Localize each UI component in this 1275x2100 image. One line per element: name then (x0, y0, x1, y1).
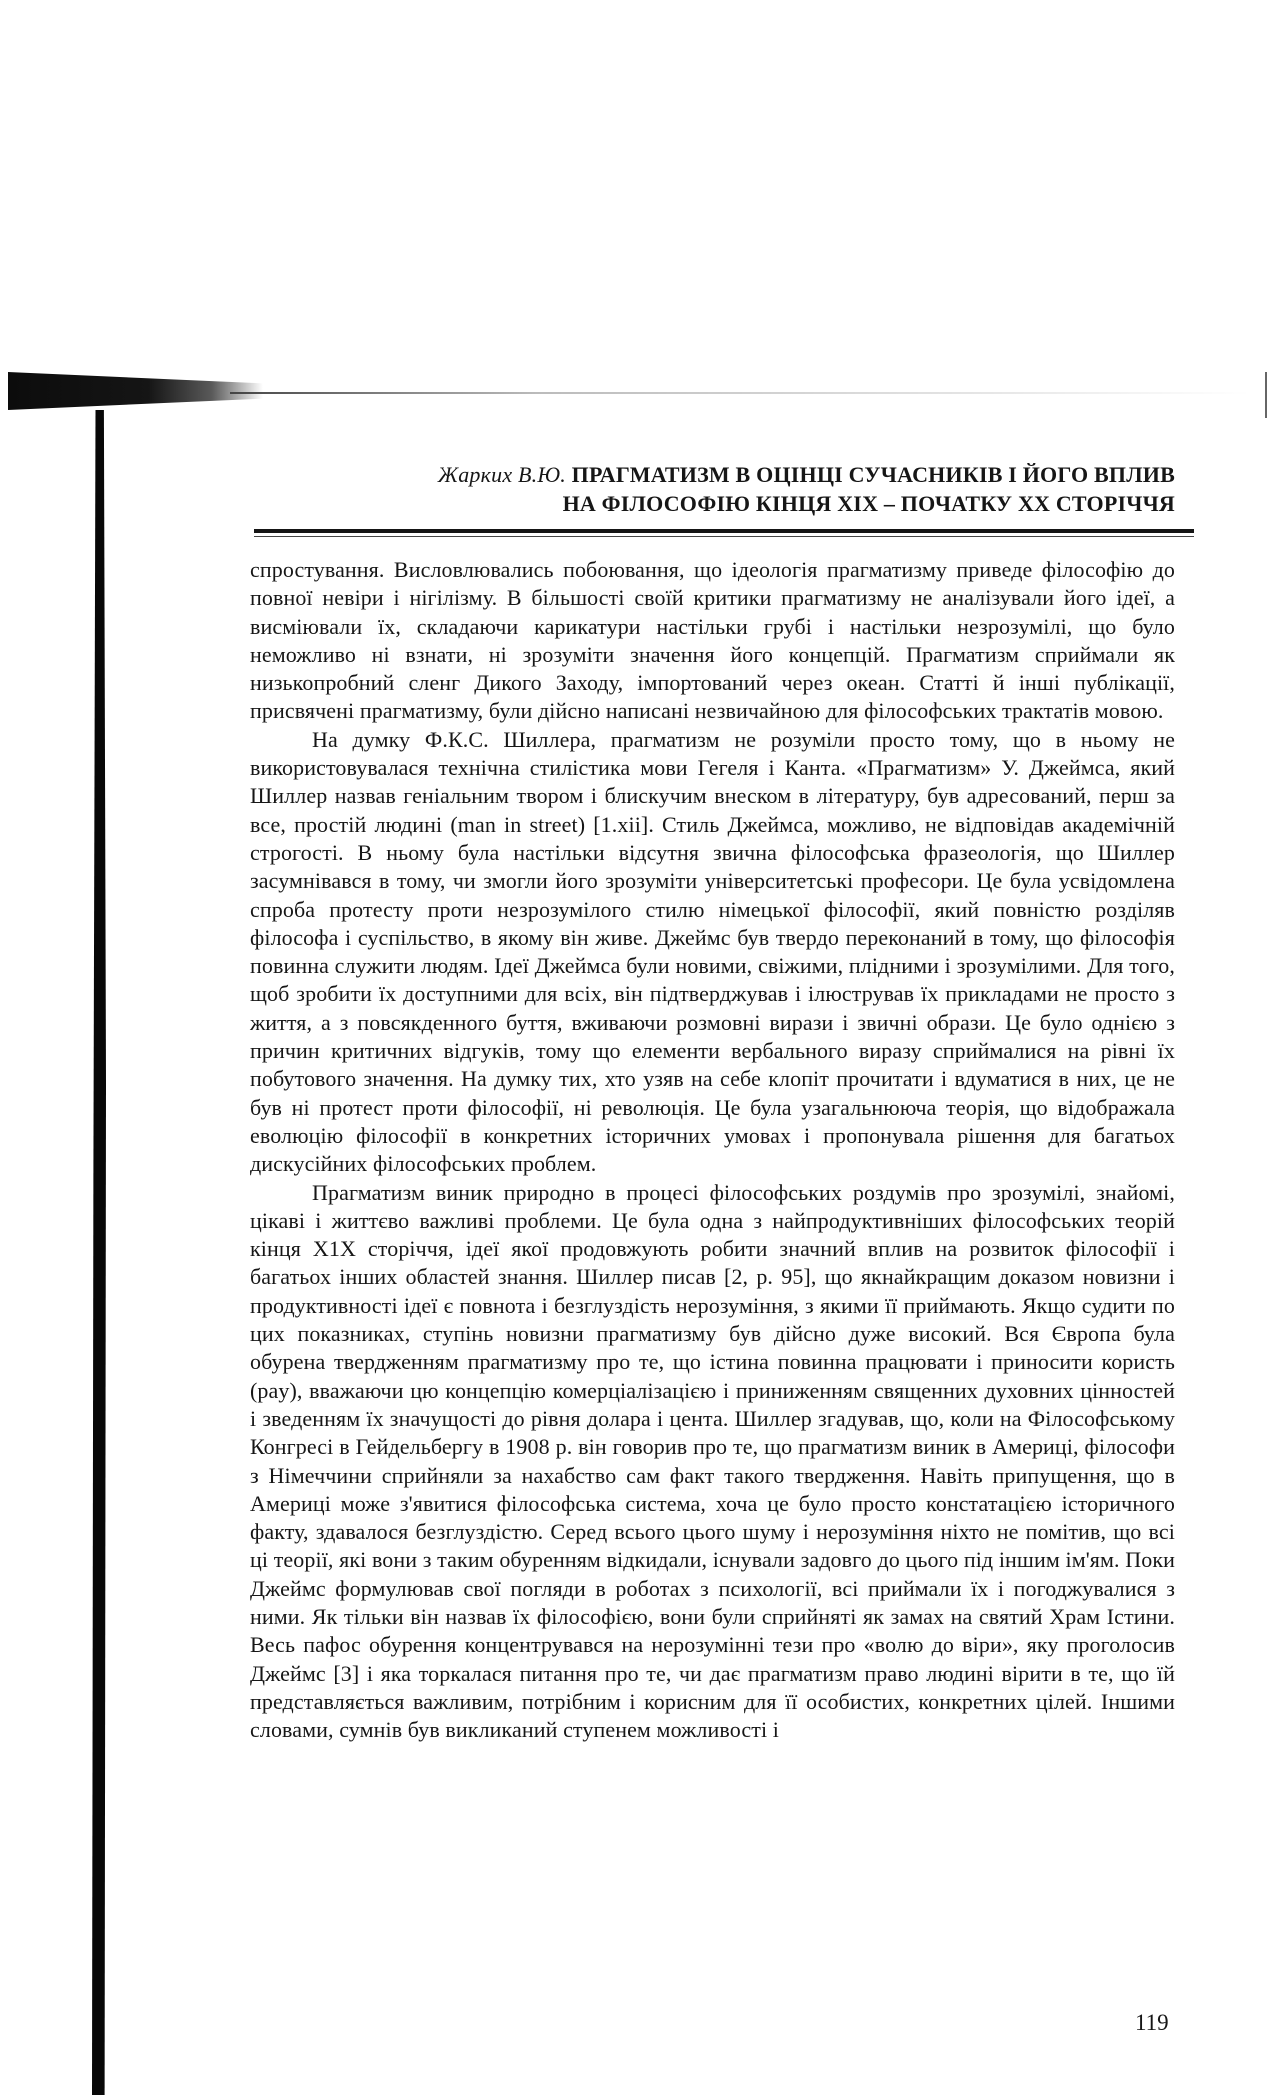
page-number: 119 (1135, 2010, 1169, 2035)
scan-edge-shadow (8, 372, 263, 410)
paragraph: спростування. Висловлювались побоювання, що ідеологія прагматизму приведе філософію до повної невіри і нігілізму. В більшості своїй критики прагматизму не аналізували його ідеї, а висміювали їх, складаючи карикатури настільки грубі і настільки незрозумілі, що було неможливо ні взнати, ні зрозуміти значення його концепцій. Прагматизм сприймали як низькопробний сленг Дикого Заходу, імпортований через океан. Статті й інші публікації, присвячені прагматизму, були дійсно написані незвичайною для філософських трактатів мовою. (250, 557, 1175, 724)
header-title-line1: ПРАГМАТИЗМ В ОЦІНЦІ СУЧАСНИКІВ І ЙОГО ВПЛИВ (571, 462, 1175, 487)
paragraph: Прагматизм виник природно в процесі філософських роздумів про зрозумілі, знайомі, цікаві і життєво важливі проблеми. Це була одна з найпродуктивніших філософських теорій кінця Х1Х сторіччя, ідеї якої продовжують робити значний вплив на розвиток філософії і багатьох інших областей знання. Шиллер писав [2, p. 95], що якнайкращим доказом новизни і продуктивності ідеї є повнота і безглуздість нерозуміння, з якими її приймають. Якщо судити по цих показниках, ступінь новизни прагматизму був дійсно дуже високий. Вся Європа була обурена твердженням прагматизму про те, що істина повинна працювати і приносити користь (pay), вважаючи цю концепцію комерціалізацією і приниженням священних духовних цінностей і зведенням їх значущості до рівня долара і цента. Шиллер згадував, що, коли на Філософському Конгресі в Гейдельбергу в 1908 р. він говорив про те, що прагматизм виник в Америці, філософи з Німеччини сприйняли за нахабство сам факт такого твердження. Навіть припущення, що в Америці може з'явитися філософська система, хоча це було просто констатацією історичного факту, здавалося безглуздістю. Серед всього цього шуму і нерозуміння ніхто не помітив, що всі ці теорії, які вони з таким обуренням відкидали, існували задовго до цього під іншим ім'ям. Поки Джеймс формулював свої погляди в роботах з психології, всі приймали їх і погоджувалися з ними. Як тільки він назвав їх філософією, вони були сприйняті як замах на святий Храм Істини. Весь пафос обурення концентрувався на нерозумінні тези про «волю до віри», яку проголосив Джеймс [3] і яка торкалася питання про те, чи дає прагматизм право людині вірити в те, що їй представляється важливим, потрібним і корисним для її особистих, конкретних цілей. Іншими словами, сумнів був викликаний ступенем можливості і (250, 1179, 1175, 1743)
header-title-line2: НА ФІЛОСОФІЮ КІНЦЯ XIX – ПОЧАТКУ XX СТОРІЧЧЯ (562, 491, 1175, 516)
scan-binding-shadow (92, 410, 106, 2095)
paragraph: На думку Ф.К.С. Шиллера, прагматизм не розуміли просто тому, що в ньому не використовувалася технічна стилістика мови Гегеля і Канта. «Прагматизм» У. Джеймса, який Шиллер назвав геніальним твором і блискучим внеском в літературу, був адресований, перш за все, простій людині (man in street) [1.xii]. Стиль Джеймса, можливо, не відповідав академічній строгості. В ньому була настільки відсутня звична філософська фразеологія, що Шиллер засумнівався в тому, чи змогли його зрозуміти університетські професори. Це була усвідомлена спроба протесту проти незрозумілого стилю німецької філософії, який повністю розділяв філософа і суспільство, в якому він живе. Джеймс був твердо переконаний в тому, що філософія повинна служити людям. Ідеї Джеймса були новими, свіжими, плідними і зрозумілими. Для того, щоб зробити їх доступними для всіх, він підтверджував і ілюстрував їх прикладами не просто з життя, а з повсякденного буття, вживаючи розмовні вирази і звичні образи. Це було однією з причин критичних відгуків, тому що елементи вербального виразу сприймалися на рівні їх побутового значення. На думку тих, хто узяв на себе клопіт прочитати і вдуматися в них, це не був ні протест проти філософії, ні революція. Це була узагальнююча теорія, що відображала еволюцію філософії в конкретних історичних умовах і пропонувала рішення для багатьох дискусійних філософських проблем. (250, 726, 1175, 1177)
scan-edge-line (230, 392, 1250, 394)
running-header (275, 460, 1175, 518)
article-body (250, 556, 1175, 1744)
header-author: Жарких В.Ю. (437, 462, 566, 487)
scan-right-mark (1265, 372, 1267, 418)
header-rule-thin (254, 536, 1194, 537)
running-header-line1 (275, 460, 1175, 489)
header-rule (254, 529, 1194, 533)
